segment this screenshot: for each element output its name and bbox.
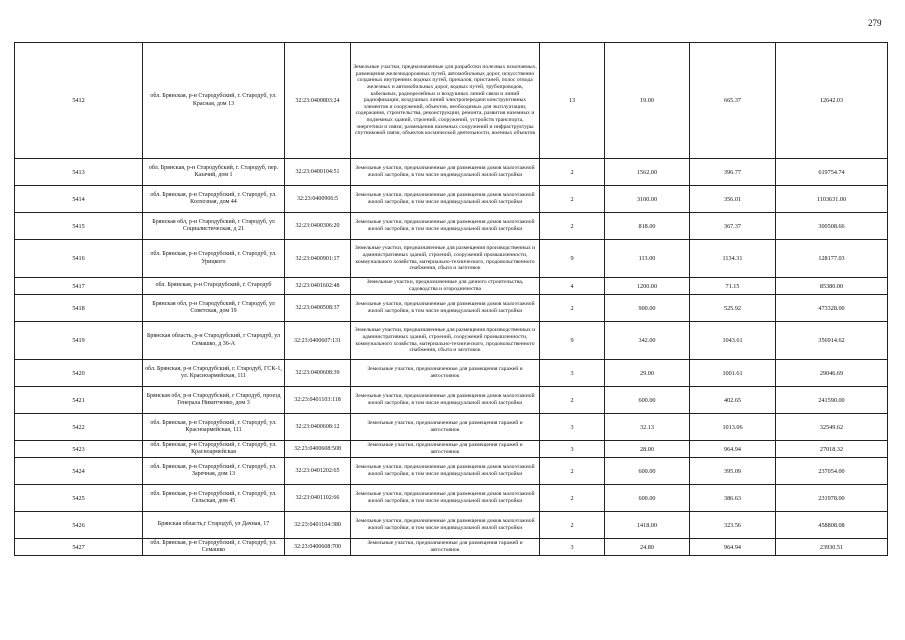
permitted-use-cell: Земельные участки, предназначенные для размещения гаражей и автостоянок [351, 414, 540, 441]
area-cell: 113.00 [605, 240, 690, 278]
table-row [15, 387, 888, 414]
row-number: 5427 [15, 539, 143, 556]
cadastral-value-cell: 458808.08 [776, 512, 888, 539]
permitted-use-cell: Земельные участки, предназначенные для разработки полезных ископаемых, размещения железнодорожных путей, автомобильных дорог, искусственно созданных внутренних водных путей, причалов, пристаней, полос отвода железных и автомобильных дорог, водных путей, трубопроводов, кабельных, радиорелейных и воздушных линий связи и линий радиофикации, воздушных линий электропередачи конструктивных элементов и сооружений, объектов, необходимых для эксплуатации, содержания, строительства, реконструкции, ремонта, развития наземных и подземных зданий, строений, сооружений, устройств транспорта, энергетики и связи; размещения наземных сооружений и инфраструктуры спутниковой связи, объектов космической деятельности, военных объектов [351, 43, 540, 159]
page-number: 279 [868, 18, 882, 28]
address-cell: обл. Брянская, р-н Стародубский, г. Стародуб, ул. Красноармейская [143, 441, 285, 458]
permitted-use-cell: Земельные участки, предназначенные для размещения домов малоэтажной жилой застройки, в том числе индивидуальной жилой застройки [351, 186, 540, 213]
specific-value-cell: 1001.61 [690, 360, 776, 387]
use-group-cell: 3 [540, 360, 605, 387]
cadastral-number-cell: 32:23:0400508:37 [285, 295, 351, 322]
permitted-use-cell: Земельные участки, предназначенные для размещения гаражей и автостоянок [351, 360, 540, 387]
cadastral-number-cell: 32:23:0400608:12 [285, 414, 351, 441]
use-group-cell: 2 [540, 458, 605, 485]
permitted-use-cell: Земельные участки, предназначенные для размещения производственных и административных зданий, строений, сооружений промышленности, коммунального хозяйства, материально-технического, продовольственного снабжения, сбыта и заготовок [351, 240, 540, 278]
specific-value-cell: 386.63 [690, 485, 776, 512]
specific-value-cell: 964.94 [690, 441, 776, 458]
address-cell: обл. Брянская, р-н Стародубский, г. Стародуб, ул. Сельская, дом 45 [143, 485, 285, 512]
row-number: 5414 [15, 186, 143, 213]
cadastral-value-cell: 32549.62 [776, 414, 888, 441]
cadastral-number-cell: 32:23:0400104:51 [285, 159, 351, 186]
address-cell: обл. Брянская, р-н Стародубский, г. Стародуб, ул. Красная, дом 13 [143, 43, 285, 159]
area-cell: 24.80 [605, 539, 690, 556]
permitted-use-cell: Земельные участки, предназначенные для размещения гаражей и автостоянок [351, 539, 540, 556]
cadastral-number-cell: 32:23:0401202:65 [285, 458, 351, 485]
table-row [15, 186, 888, 213]
cadastral-number-cell: 32:23:0400803:24 [285, 43, 351, 159]
use-group-cell: 3 [540, 441, 605, 458]
area-cell: 1200.00 [605, 278, 690, 295]
use-group-cell: 9 [540, 240, 605, 278]
permitted-use-cell: Земельные участки, предназначенные для размещения домов малоэтажной жилой застройки, в том числе индивидуальной жилой застройки [351, 159, 540, 186]
area-cell: 900.00 [605, 295, 690, 322]
cadastral-value-cell: 29046.69 [776, 360, 888, 387]
address-cell: Брянская область,г Стародуб, ул Дачная, 17 [143, 512, 285, 539]
area-cell: 3100.00 [605, 186, 690, 213]
area-cell: 342.00 [605, 322, 690, 360]
table-row [15, 441, 888, 458]
table-row [15, 414, 888, 441]
specific-value-cell: 356.01 [690, 186, 776, 213]
row-number: 5422 [15, 414, 143, 441]
use-group-cell: 3 [540, 414, 605, 441]
specific-value-cell: 71.15 [690, 278, 776, 295]
use-group-cell: 2 [540, 213, 605, 240]
cadastral-number-cell: 32:23:0401104:380 [285, 512, 351, 539]
row-number: 5426 [15, 512, 143, 539]
table-row [15, 485, 888, 512]
cadastral-value-cell: 128177.03 [776, 240, 888, 278]
address-cell: Брянская область, р-н Стародубский, г Стародуб, ул Семашко, д 36-А [143, 322, 285, 360]
cadastral-value-cell: 1103631.00 [776, 186, 888, 213]
row-number: 5412 [15, 43, 143, 159]
area-cell: 19.00 [605, 43, 690, 159]
cadastral-number-cell: 32:23:0400607:131 [285, 322, 351, 360]
table-row [15, 159, 888, 186]
table-row [15, 213, 888, 240]
specific-value-cell: 402.65 [690, 387, 776, 414]
area-cell: 32.13 [605, 414, 690, 441]
specific-value-cell: 396.77 [690, 159, 776, 186]
permitted-use-cell: Земельные участки, предназначенные для размещения производственных и административных зданий, строений, сооружений промышленности, коммунального хозяйства, материально-технического, продовольственного снабжения, сбыта и заготовок [351, 322, 540, 360]
row-number: 5418 [15, 295, 143, 322]
cadastral-value-cell: 619754.74 [776, 159, 888, 186]
cadastral-number-cell: 32:23:0401102:66 [285, 485, 351, 512]
permitted-use-cell: Земельные участки, предназначенные для размещения домов малоэтажной жилой застройки, в том числе индивидуальной жилой застройки [351, 485, 540, 512]
area-cell: 28.00 [605, 441, 690, 458]
address-cell: обл. Брянская, р-н Стародубский, г. Стародуб, ул. Заречная, дом 13 [143, 458, 285, 485]
row-number: 5417 [15, 278, 143, 295]
area-cell: 1418.00 [605, 512, 690, 539]
use-group-cell: 2 [540, 159, 605, 186]
cadastral-number-cell: 32:23:0400608:700 [285, 539, 351, 556]
specific-value-cell: 1013.06 [690, 414, 776, 441]
table-row [15, 512, 888, 539]
row-number: 5423 [15, 441, 143, 458]
area-cell: 600.00 [605, 485, 690, 512]
cadastral-value-cell: 241590.00 [776, 387, 888, 414]
use-group-cell: 2 [540, 295, 605, 322]
use-group-cell: 4 [540, 278, 605, 295]
use-group-cell: 2 [540, 485, 605, 512]
cadastral-number-cell: 32:23:0400906:5 [285, 186, 351, 213]
table-row [15, 278, 888, 295]
specific-value-cell: 665.37 [690, 43, 776, 159]
row-number: 5416 [15, 240, 143, 278]
row-number: 5413 [15, 159, 143, 186]
row-number: 5421 [15, 387, 143, 414]
area-cell: 600.00 [605, 458, 690, 485]
cadastral-value-cell: 27018.32 [776, 441, 888, 458]
cadastral-value-cell: 231978.00 [776, 485, 888, 512]
use-group-cell: 2 [540, 387, 605, 414]
cadastral-number-cell: 32:23:0401103:118 [285, 387, 351, 414]
cadastral-value-cell: 473328.00 [776, 295, 888, 322]
permitted-use-cell: Земельные участки, предназначенные для размещения гаражей и автостоянок [351, 441, 540, 458]
permitted-use-cell: Земельные участки, предназначенные для размещения домов малоэтажной жилой застройки, в том числе индивидуальной жилой застройки [351, 295, 540, 322]
use-group-cell: 2 [540, 186, 605, 213]
address-cell: обл. Брянская, р-н Стародубский, г. Стародуб, ул. Семашко [143, 539, 285, 556]
address-cell: обл. Брянская, р-н Стародубский, г. Стародуб, ул. Красноармейская, 111 [143, 414, 285, 441]
specific-value-cell: 1134.31 [690, 240, 776, 278]
specific-value-cell: 395.09 [690, 458, 776, 485]
use-group-cell: 13 [540, 43, 605, 159]
cadastral-number-cell: 32:23:0400608:39 [285, 360, 351, 387]
table-row [15, 322, 888, 360]
address-cell: обл. Брянская, р-н Стародубский, г. Стародуб, ГСК-1, ул. Красноармейская, 111 [143, 360, 285, 387]
address-cell: Брянская обл, р-н Стародубский, г Стародуб, проезд Генерала Никитченко, дом 3 [143, 387, 285, 414]
use-group-cell: 9 [540, 322, 605, 360]
row-number: 5415 [15, 213, 143, 240]
table-row [15, 458, 888, 485]
specific-value-cell: 525.92 [690, 295, 776, 322]
table-row [15, 539, 888, 556]
table-body [15, 43, 888, 556]
land-plots-table [14, 42, 888, 556]
cadastral-number-cell: 32:23:0400306:20 [285, 213, 351, 240]
specific-value-cell: 1043.61 [690, 322, 776, 360]
specific-value-cell: 323.56 [690, 512, 776, 539]
row-number: 5424 [15, 458, 143, 485]
area-cell: 29.00 [605, 360, 690, 387]
address-cell: обл. Брянская, р-н Стародубский, г. Стародуб [143, 278, 285, 295]
area-cell: 818.00 [605, 213, 690, 240]
use-group-cell: 3 [540, 539, 605, 556]
permitted-use-cell: Земельные участки, предназначенные для размещения домов малоэтажной жилой застройки, в том числе индивидуальной жилой застройки [351, 512, 540, 539]
cadastral-value-cell: 356914.62 [776, 322, 888, 360]
permitted-use-cell: Земельные участки, предназначенные для размещения домов малоэтажной жилой застройки, в том числе индивидуальной жилой застройки [351, 387, 540, 414]
address-cell: обл. Брянская, р-н Стародубский, г. Стародуб, ул. Колхозная, дом 44 [143, 186, 285, 213]
table-row [15, 43, 888, 159]
cadastral-number-cell: 32:23:0400901:17 [285, 240, 351, 278]
specific-value-cell: 964.94 [690, 539, 776, 556]
address-cell: обл. Брянская, р-н Стародубский, г. Стародуб, ул. Урицкого [143, 240, 285, 278]
address-cell: Брянская обл, р-н Стародубский, г Стародуб, ул Социалистическая, д 21 [143, 213, 285, 240]
address-cell: Брянская обл, р-н Стародубский, г Стародуб, ул Советская, дом 19 [143, 295, 285, 322]
cadastral-value-cell: 85380.00 [776, 278, 888, 295]
row-number: 5420 [15, 360, 143, 387]
area-cell: 600.00 [605, 387, 690, 414]
address-cell: обл. Брянская, р-н Стародубский, г. Стародуб, пер. Казачий, дом 1 [143, 159, 285, 186]
table-row [15, 295, 888, 322]
use-group-cell: 2 [540, 512, 605, 539]
permitted-use-cell: Земельные участки, предназначенные для размещения домов малоэтажной жилой застройки, в том числе индивидуальной жилой застройки [351, 213, 540, 240]
cadastral-value-cell: 23930.51 [776, 539, 888, 556]
cadastral-number-cell: 32:23:0400608:508 [285, 441, 351, 458]
table-row [15, 240, 888, 278]
permitted-use-cell: Земельные участки, предназначенные для дачного строительства, садоводства и огородничества [351, 278, 540, 295]
cadastral-value-cell: 237054.00 [776, 458, 888, 485]
cadastral-value-cell: 300508.66 [776, 213, 888, 240]
row-number: 5425 [15, 485, 143, 512]
specific-value-cell: 367.37 [690, 213, 776, 240]
cadastral-number-cell: 32:23:0401602:48 [285, 278, 351, 295]
table-row [15, 360, 888, 387]
cadastral-value-cell: 12642.03 [776, 43, 888, 159]
permitted-use-cell: Земельные участки, предназначенные для размещения домов малоэтажной жилой застройки, в том числе индивидуальной жилой застройки [351, 458, 540, 485]
area-cell: 1562.00 [605, 159, 690, 186]
row-number: 5419 [15, 322, 143, 360]
